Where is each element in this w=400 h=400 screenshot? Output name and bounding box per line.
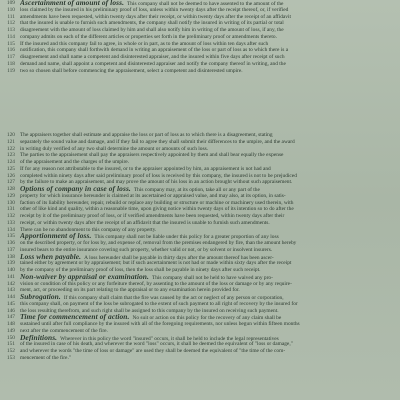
body-text: in writing duly verified of any two shall determine the amount or amounts of such loss. — [20, 145, 209, 152]
text-line — [0, 260, 400, 267]
body-text: loss claimed by the insured in his preliminary proof of loss, unless within twenty days after the receipt thereof, or, if verified — [20, 6, 289, 13]
line-text — [20, 200, 396, 207]
text-line — [0, 287, 400, 294]
line-text — [20, 348, 396, 355]
text-line — [0, 132, 400, 139]
line-number: 151 — [6, 341, 15, 348]
line-text — [20, 260, 396, 267]
line-text — [20, 314, 396, 321]
line-number: 120 — [6, 132, 15, 138]
line-text — [20, 193, 396, 200]
line-number: 125 — [6, 165, 15, 172]
line-number: 144 — [6, 294, 15, 300]
section-heading: Ascertainment of amount of loss. — [20, 0, 125, 7]
text-line — [0, 200, 400, 207]
line-text — [20, 20, 396, 27]
body-text: vision or condition of this policy or any forfeiture thereof, by assenting to the amount of the loss or damage or by any require- — [20, 280, 292, 287]
text-line — [0, 281, 400, 288]
body-text: and wherever the words "the time of loss or damage" are used they shall be deemed the equivalent of "the time of the com- — [20, 348, 286, 354]
body-text: by the company of the preliminary proof of loss, then the loss shall be payable in ninety days after such receipt. — [20, 267, 261, 273]
text-line — [0, 61, 400, 68]
line-text — [20, 341, 396, 348]
body-text: that the insured is unable to furnish such amendments, the company shall notify the insured in writing of its partial or total — [20, 20, 284, 27]
line-number: 127 — [6, 179, 15, 186]
text-line — [0, 7, 400, 14]
line-text — [20, 335, 396, 342]
body-text: Wherever in this policy the word "insured" occurs, it shall be held to include the legal representatives — [60, 335, 279, 342]
line-text — [20, 227, 396, 234]
text-line — [0, 139, 400, 146]
section-heading: Options of company in case of loss. — [20, 186, 131, 193]
text-line — [0, 220, 400, 227]
line-number: 119 — [7, 67, 15, 74]
text-line — [0, 240, 400, 247]
line-text — [20, 213, 396, 220]
line-text — [20, 254, 396, 261]
line-number: 132 — [6, 213, 15, 219]
body-text: property for which insurance hereunder is claimed at its ascertained or appraised value, and may also, at its option, in satis- — [20, 192, 286, 199]
line-number: 138 — [6, 253, 15, 260]
section-heading: Non-waiver by appraisal or examination. — [20, 273, 149, 281]
line-number: 112 — [7, 20, 15, 27]
section-heading: Subrogation. — [20, 294, 61, 301]
line-text — [20, 7, 396, 14]
line-text — [20, 247, 396, 254]
body-text: disagreement with the amount of loss claimed by him and shall also notify him in writing of the amount of loss, if any, the — [20, 27, 284, 33]
text-line — [0, 314, 400, 321]
text-line — [0, 14, 400, 21]
text-line — [0, 321, 400, 328]
line-number: 136 — [6, 240, 15, 246]
text-line — [0, 34, 400, 41]
line-number: 153 — [6, 354, 15, 361]
text-line — [0, 348, 400, 355]
text-line — [0, 247, 400, 254]
body-text: A loss hereunder shall be payable in thirty days after the amount thereof has been ascer- — [84, 254, 274, 261]
body-text: separately the sound value and damage, and if they fail to agree they shall submit their differences to the umpire, and the award — [20, 138, 295, 145]
line-text — [20, 281, 396, 288]
line-text — [20, 321, 396, 328]
line-number: 124 — [6, 159, 15, 165]
text-line — [0, 328, 400, 335]
line-number: 133 — [6, 219, 15, 226]
body-text: two so chosen shall before commencing the appraisement, select a competent and disinterested umpire. — [20, 67, 243, 74]
line-number: 142 — [6, 280, 15, 287]
line-text — [20, 68, 396, 75]
line-number: 110 — [7, 6, 15, 13]
text-line — [0, 335, 400, 342]
line-text — [20, 159, 396, 166]
line-number: 135 — [6, 233, 15, 240]
text-line — [0, 166, 400, 173]
line-text — [20, 0, 396, 7]
section-heading: Time for commencement of action. — [20, 314, 130, 321]
body-text: This company shall not be liable under this policy for a greater proportion of any loss — [94, 234, 279, 240]
line-text — [20, 287, 396, 294]
text-line — [0, 301, 400, 308]
upper-text-block — [0, 0, 400, 74]
section-heading: Loss when payable. — [20, 253, 82, 261]
line-text — [20, 41, 396, 48]
body-text: No suit or action on this policy for the recovery of any claim shall be — [132, 315, 282, 321]
line-text — [20, 173, 396, 180]
text-line — [0, 186, 400, 193]
line-number: 134 — [6, 226, 15, 233]
text-line — [0, 173, 400, 180]
line-number: 130 — [6, 199, 15, 206]
line-number: 116 — [7, 47, 15, 54]
body-text: If this company shall claim that the fire was caused by the act or neglect of any person or corporation, — [63, 295, 284, 301]
body-text: on the described property, or for loss by, and expense of, removal from the premises endangered by fire, than the amount hereby — [20, 240, 297, 246]
body-text: faction of its liability hereunder, repair, rebuild or replace any building or structure or machine or machinery used therein, with — [20, 199, 294, 206]
body-text: the loss resulting therefrom, and such right shall be assigned to this company by the insured on receiving such payment. — [20, 307, 279, 314]
text-line — [0, 308, 400, 315]
text-line — [0, 47, 400, 54]
line-number: 128 — [6, 186, 15, 192]
line-number: 150 — [6, 334, 15, 341]
text-line — [0, 20, 400, 27]
line-text — [20, 301, 396, 308]
lower-text-block — [0, 132, 400, 362]
line-text — [20, 179, 396, 186]
body-text: sustained until after full compliance by the insured with all of the foregoing requirements, nor unless begun within fifteen months — [20, 321, 300, 327]
text-line — [0, 233, 400, 240]
body-text: tained either by agreement or by appraisement; but if such ascertainment is not had or made within sixty days after the receipt — [20, 260, 292, 267]
line-text — [20, 61, 396, 68]
line-number: 117 — [7, 54, 15, 60]
line-text — [20, 355, 396, 362]
text-line — [0, 146, 400, 153]
text-line — [0, 213, 400, 220]
line-text — [20, 34, 396, 41]
line-number: 129 — [6, 192, 15, 199]
body-text: receipt by it of the preliminary proof of loss, or if verified amendments have been requested, within twenty days after their — [20, 213, 285, 219]
body-text: receipt, or within twenty days after the receipt of an affidavit that the insured is unable to furnish such amendments. — [20, 219, 270, 226]
body-text: this company shall, on payment of the loss be subrogated to the extent of such payment to all right of recovery by the insured for — [20, 300, 298, 307]
text-line — [0, 54, 400, 61]
body-text: by the failure to make an appraisement, and may prove the amount of his loss in an action brought without such appraisement. — [20, 179, 293, 186]
body-text: This company may, at its option, take all or any part of the — [133, 187, 260, 193]
line-number: 131 — [6, 206, 15, 213]
body-text: This company shall not be deemed to have assented to the amount of the — [127, 1, 284, 7]
text-line — [0, 254, 400, 261]
blank-space — [0, 86, 400, 132]
line-text — [20, 274, 396, 281]
line-number: 143 — [6, 287, 15, 294]
text-line — [0, 274, 400, 281]
line-text — [20, 220, 396, 227]
text-line — [0, 0, 400, 7]
line-number: 139 — [6, 260, 15, 267]
body-text: notification, this company shall forthwith demand in writing an appraisement of the loss or part of loss as to which there is a — [20, 47, 289, 54]
line-number: 152 — [6, 348, 15, 354]
body-text: There can be no abandonment to this company of any property. — [20, 226, 157, 233]
line-text — [20, 186, 396, 193]
line-number: 122 — [6, 145, 15, 152]
body-text: company admits on each of the different articles or properties set forth in the preliminary proof or amendments thereto. — [20, 33, 277, 40]
section-heading: Apportionment of loss. — [20, 233, 92, 240]
body-text: completed within ninety days after said preliminary proof of loss is received by this company, the insured is not to be prejudiced — [20, 172, 297, 179]
line-text — [20, 240, 396, 247]
text-line — [0, 41, 400, 48]
line-number: 140 — [6, 267, 15, 273]
line-number: 137 — [6, 246, 15, 253]
body-text: disagreement and shall name a competent and disinterested appraiser, and the insured within five days after receipt of such — [20, 54, 285, 60]
text-line — [0, 152, 400, 159]
line-number: 126 — [6, 172, 15, 179]
text-line — [0, 179, 400, 186]
line-text — [20, 328, 396, 335]
body-text: The parties to the appraisement shall pay the appraisers respectively appointed by them and shall bear equally the expense — [20, 152, 284, 159]
line-number: 149 — [6, 327, 15, 334]
line-text — [20, 139, 396, 146]
line-text — [20, 27, 396, 34]
line-text — [20, 132, 396, 139]
line-number: 113 — [7, 27, 15, 33]
line-number: 148 — [6, 321, 15, 327]
line-number: 146 — [6, 307, 15, 314]
line-text — [20, 54, 396, 61]
line-number: 114 — [7, 33, 15, 40]
body-text: of the insured in case of his death, and wherever the word "loss" occurs, it shall be deemed the equivalent of "loss or damage," — [20, 341, 293, 348]
body-text: This company shall not be held to have waived any pro- — [151, 274, 273, 281]
line-number: 111 — [7, 13, 15, 20]
text-line — [0, 294, 400, 301]
body-text: If the insured and this company fail to agree, in whole or in part, as to the amount of loss within ten days after such — [20, 40, 269, 47]
body-text: of the appraisement and the charges of the umpire. — [20, 159, 130, 165]
section-heading: Definitions. — [20, 334, 58, 342]
line-number: 145 — [6, 300, 15, 307]
body-text: mencement of the fire." — [20, 354, 71, 361]
text-line — [0, 355, 400, 362]
line-text — [20, 206, 396, 213]
body-text: demand and name, shall appoint a competent and disinterested appraiser and notify the company thereof in writing, and the — [20, 60, 286, 67]
text-line — [0, 159, 400, 166]
line-text — [20, 14, 396, 21]
text-line — [0, 27, 400, 34]
text-line — [0, 227, 400, 234]
body-text: amendments have been requested, within twenty days after their receipt, or within twenty days after the receipt of an affidavit — [20, 13, 291, 20]
body-text: insured bears to the entire insurance covering such property, whether valid or not, or by solvent or insolvent insurers. — [20, 246, 273, 253]
text-line — [0, 193, 400, 200]
body-text: The appraisers together shall estimate and appraise the loss or part of loss as to which there is a disagreement, stating — [20, 132, 273, 138]
line-text — [20, 152, 396, 159]
line-number: 109 — [6, 0, 15, 6]
text-line — [0, 68, 400, 75]
text-line — [0, 341, 400, 348]
body-text: If for any reason not attributable to the insured, or to the appraiser appointed by him, an appraisement is not had and — [20, 165, 271, 172]
body-text: other of like kind and quality, within a reasonable time, upon giving notice within twenty days of its intention so to do after the — [20, 206, 294, 213]
body-text: ment, act, or proceeding on its part relating to the appraisal or to any examination herein provided for. — [20, 287, 240, 294]
line-text — [20, 47, 396, 54]
line-text — [20, 308, 396, 315]
body-text: next after the commencement of the fire. — [20, 327, 108, 334]
line-number: 121 — [6, 138, 15, 145]
line-text — [20, 146, 396, 153]
line-text — [20, 267, 396, 274]
line-text — [20, 233, 396, 240]
line-number: 141 — [6, 273, 15, 280]
text-line — [0, 206, 400, 213]
text-line — [0, 267, 400, 274]
line-text — [20, 294, 396, 301]
line-number: 123 — [6, 152, 15, 159]
line-number: 147 — [6, 314, 15, 321]
line-number: 115 — [7, 40, 15, 47]
line-number: 118 — [7, 60, 15, 67]
line-text — [20, 166, 396, 173]
